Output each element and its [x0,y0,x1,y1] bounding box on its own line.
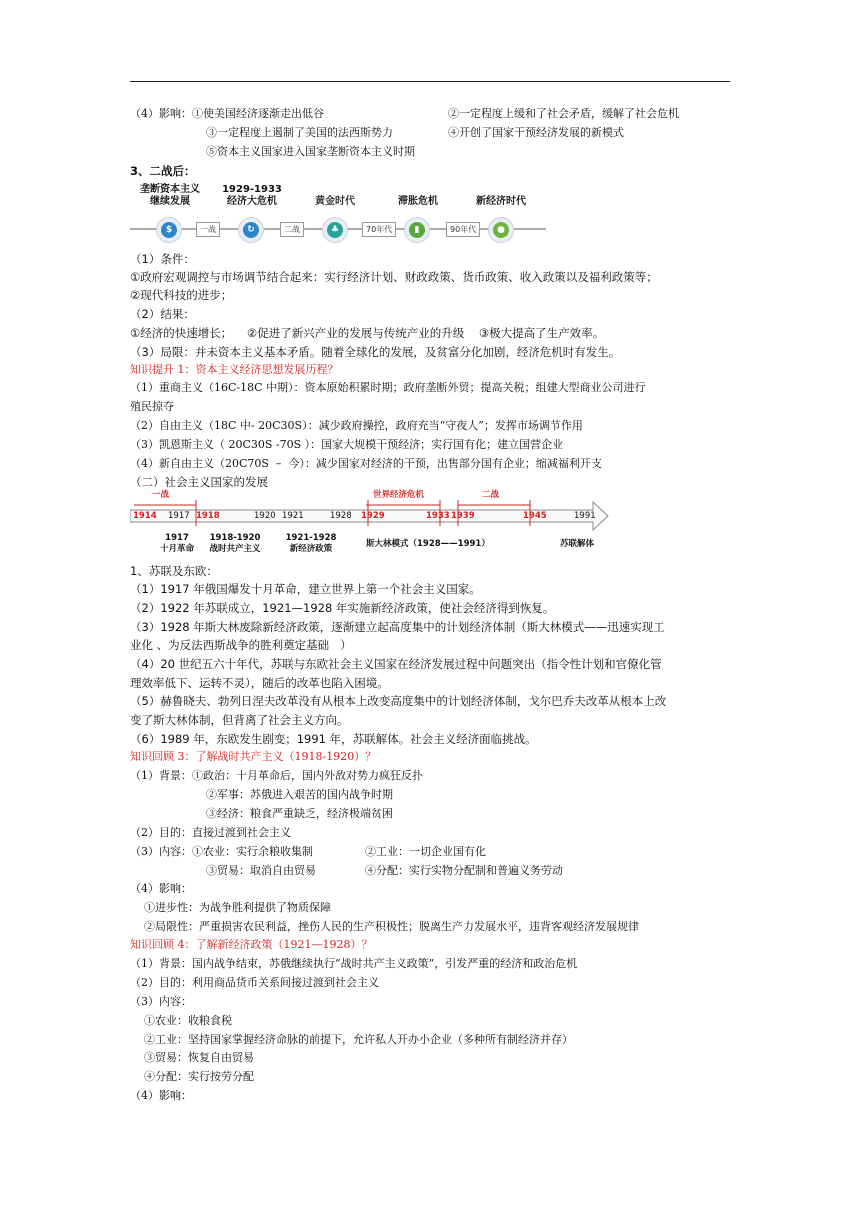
span-label: 世界经济危机 [373,490,425,500]
text-line: （1）条件： [130,252,195,266]
text-line: ②一定程度上缓和了社会矛盾，缓解了社会危机 [448,107,679,120]
text-line: 理效率低下、运转不灵），随后的改革也陷入困境。 [130,676,389,690]
timeline-tag: 90年代 [446,222,480,237]
timeline-tag: 一战 [196,222,220,237]
text-line: ④分配：实行实物分配制和普遍义务劳动 [365,864,563,877]
event-label: 1917 十月革命 [159,533,194,554]
postwar-timeline [130,184,550,242]
year-label: 1933 [426,511,450,521]
timeline-tag: 二战 [280,222,304,237]
text-line: 业化 、为反法西斯战争的胜利奠定基础 ） [130,638,352,652]
text-line: ①政府宏观调控与市场调节结合起来：实行经济计划、财政政策、货币政策、收入政策以及福利政策等； [130,270,658,284]
text-line: ①进步性：为战争胜利提供了物质保障 [144,901,331,914]
timeline-heading: 滞胀危机 [398,196,438,207]
text-line: （4）影响：①使美国经济逐渐走出低谷 [130,107,324,120]
year-label: 1918 [196,511,220,521]
header-rule [130,81,730,82]
text-line: （3）1928 年斯大林废除新经济政策，逐渐建立起高度集中的计划经济体制（斯大林模式——迅速实现工 [130,620,665,634]
year-label: 1991 [574,511,596,521]
text-line: ③一定程度上遏制了美国的法西斯势力 [206,126,393,139]
span-label: 二战 [482,490,500,500]
text-line: （5）赫鲁晓夫、勃列日涅夫改革没有从根本上改变高度集中的计划经济体制，戈尔巴乔夫改革从根本上改 [130,694,667,708]
text-line: ④开创了国家干预经济发展的新模式 [448,126,624,139]
text-line: （2）结果： [130,307,195,321]
year-label: 1928 [330,511,352,521]
text-line: （3）内容： [130,995,192,1008]
text-line: （1）重商主义（16C-18C 中期）：资本原始积累时期；政府垄断外贸；提高关税；组建大型商业公司进行 [130,381,646,394]
span-label: 一战 [152,490,170,500]
dollar-icon: $ [156,217,182,243]
text-line: ③贸易：恢复自由贸易 [144,1051,254,1064]
text-line: （1）背景：国内战争结束，苏俄继续执行“战时共产主义政策”，引发严重的经济和政治危机 [130,957,578,970]
chart-icon: ▮ [404,217,430,243]
text-line: ②军事：苏俄进入艰苦的国内战争时期 [206,788,393,801]
section-heading: 1、苏联及东欧： [130,564,218,578]
text-line: ①农业：收粮食税 [144,1014,232,1027]
timeline-heading: 黄金时代 [315,196,355,207]
text-line: 变了斯大林体制，但背离了社会主义方向。 [130,713,349,727]
text-line: （4）影响： [130,882,192,895]
apple-icon: ● [488,217,514,243]
text-line: （3）内容：①农业：实行余粮收集制 [130,845,313,858]
globe-icon: ↻ [238,217,264,243]
text-line: （4）新自由主义（20C70S – 今）：减少国家对经济的干预，出售部分国有企业；缩减福利开支 [130,457,602,470]
text-line: ②工业：一切企业国有化 [365,845,486,858]
text-line: ②现代科技的进步； [130,288,233,302]
knowledge-heading: 知识回顾 4：了解新经济政策（1921—1928）？ [130,938,373,951]
timeline-tag: 70年代 [362,222,396,237]
section-heading: （二）社会主义国家的发展 [130,475,268,489]
text-line: （4）影响： [130,1089,192,1102]
text-line: ②工业：坚持国家掌握经济命脉的前提下，允许私人开办小企业（多种所有制经济并存） [144,1033,573,1046]
people-icon: ♣ [322,217,348,243]
section-heading: 3、二战后： [130,164,196,178]
knowledge-heading: 知识回顾 3：了解战时共产主义（1918-1920）？ [130,750,377,763]
event-label: 苏联解体 [560,539,595,549]
text-line: （2）目的：直接过渡到社会主义 [130,826,291,839]
text-line: （1）1917 年俄国爆发十月革命，建立世界上第一个社会主义国家。 [130,582,481,596]
timeline-heading: 垄断资本主义 继续发展 [140,184,200,207]
text-line: （1）背景：①政治：十月革命后，国内外敌对势力疯狂反扑 [130,769,423,782]
text-line: ①经济的快速增长； ②促进了新兴产业的发展与传统产业的升级 ③极大提高了生产效率。 [130,326,605,340]
text-line: （3）凯恩斯主义（ 20C30S -70S ）：国家大规模干预经济；实行国有化；建立国营企业 [130,438,564,451]
text-line: （3）局限：并未资本主义基本矛盾。随着全球化的发展，及贫富分化加剧，经济危机时有发生。 [130,345,621,359]
text-line: （4）20 世纪五六十年代，苏联与东欧社会主义国家在经济发展过程中问题突出（指令性计划和官僚化管 [130,657,662,671]
year-label: 1920 [254,511,276,521]
text-line: ③贸易：取消自由贸易 [206,864,316,877]
timeline-heading: 1929-1933 经济大危机 [222,184,282,207]
text-line: ④分配：实行按劳分配 [144,1070,254,1083]
year-label: 1917 [168,511,190,521]
timeline-heading: 新经济时代 [476,196,526,207]
year-label: 1914 [133,511,157,521]
year-label: 1945 [523,511,547,521]
text-line: （6）1989 年，东欧发生剧变；1991 年，苏联解体。社会主义经济面临挑战。 [130,732,537,746]
text-line: ⑤资本主义国家进入国家垄断资本主义时期 [206,145,415,158]
socialist-timeline [130,490,610,556]
event-label: 斯大林模式（1928——1991） [366,539,490,549]
text-line: 殖民掠夺 [130,400,174,413]
text-line: ③经济：粮食严重缺乏，经济极端贫困 [206,807,393,820]
text-line: ②局限性：严重损害农民利益，挫伤人民的生产积极性；脱离生产力发展水平，违背客观经济发展规律 [144,920,639,933]
text-line: （2）1922 年苏联成立，1921—1928 年实施新经济政策，使社会经济得到恢复。 [130,601,555,615]
year-label: 1929 [361,511,385,521]
knowledge-heading: 知识提升 1：资本主义经济思想发展历程？ [130,363,339,376]
text-line: （2）自由主义（18C 中- 20C30S）：减少政府操控，政府充当“守夜人”；发挥市场调节作用 [130,419,583,432]
text-line: （2）目的：利用商品货币关系间接过渡到社会主义 [130,976,379,989]
event-label: 1921-1928 新经济政策 [285,533,337,554]
event-label: 1918-1920 战时共产主义 [209,533,261,554]
year-label: 1921 [282,511,304,521]
year-label: 1939 [451,511,475,521]
